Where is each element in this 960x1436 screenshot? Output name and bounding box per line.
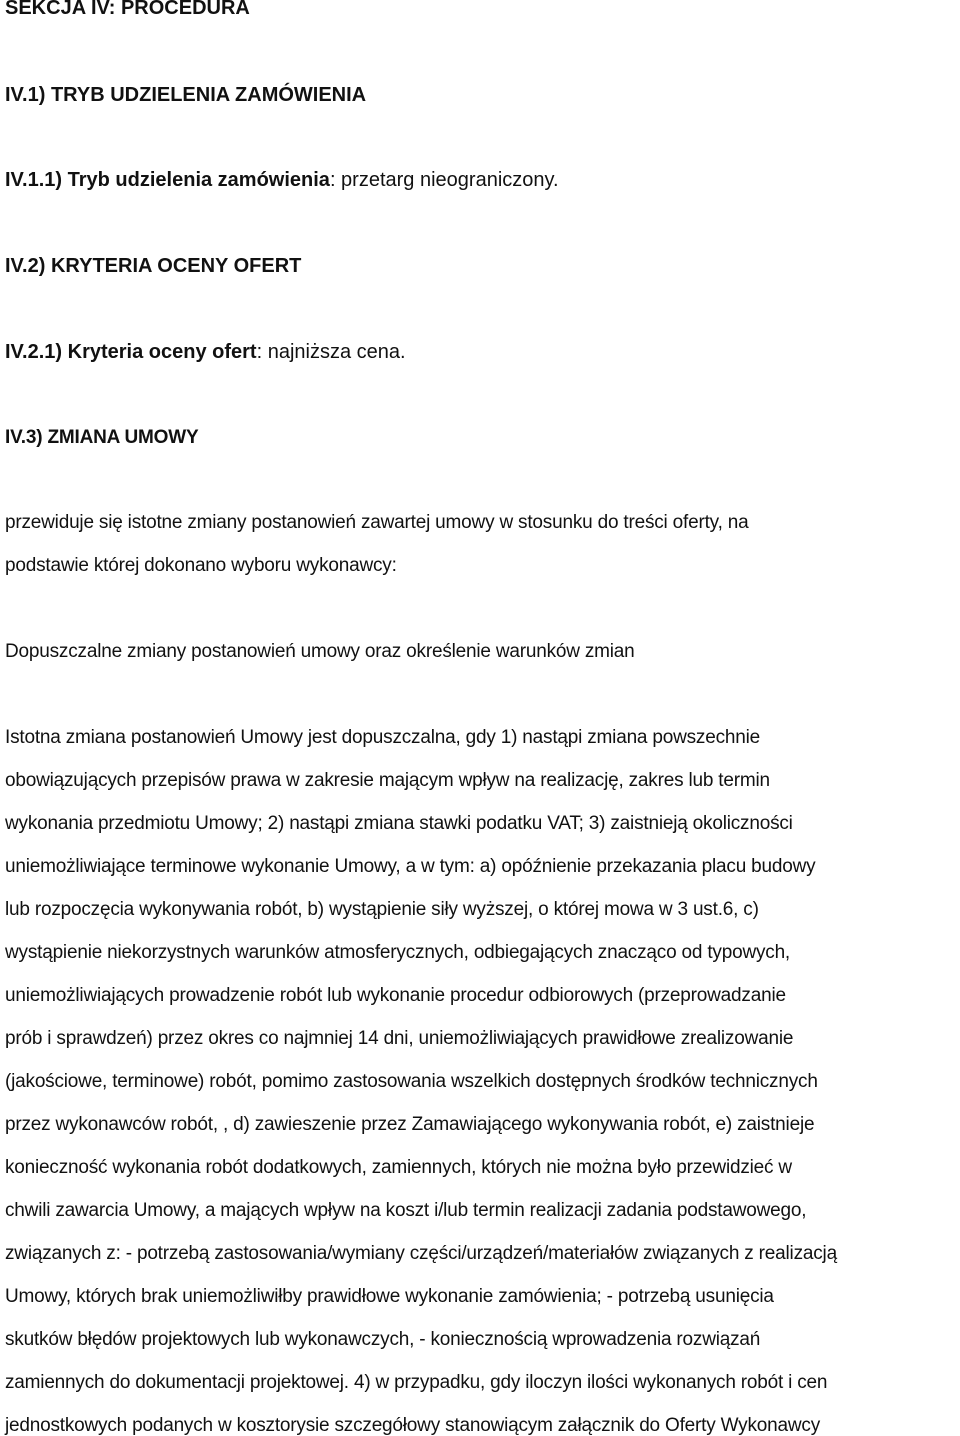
text-line: prób i sprawdzeń) przez okres co najmniej 14 dni, uniemożliwiających prawidłowe zrealizowanie bbox=[5, 1028, 794, 1049]
iv1-item-value: : przetarg nieograniczony. bbox=[329, 169, 559, 191]
text-line: uniemożliwiających prowadzenie robót lub wykonanie procedur odbiorowych (przeprowadzanie bbox=[5, 985, 786, 1006]
text-line: uniemożliwiające terminowe wykonanie Umowy, a w tym: a) opóźnienie przekazania placu budowy bbox=[5, 856, 816, 877]
text-line: skutków błędów projektowych lub wykonawczych, - koniecznością wprowadzenia rozwiązań bbox=[5, 1329, 761, 1350]
iv2-item-label: IV.2.1) Kryteria oceny ofert bbox=[5, 341, 257, 363]
text-line: Istotna zmiana postanowień Umowy jest dopuszczalna, gdy 1) nastąpi zmiana powszechnie bbox=[5, 727, 761, 748]
text-line: związanych z: - potrzebą zastosowania/wymiany części/urządzeń/materiałów związanych z realizacją bbox=[5, 1243, 837, 1264]
text-line: wystąpienie niekorzystnych warunków atmosferycznych, odbiegających znacząco od typowych, bbox=[5, 942, 791, 963]
text-line: obowiązujących przepisów prawa w zakresie mającym wpływ na realizację, zakres lub termin bbox=[5, 770, 770, 791]
iv1-item-label: IV.1.1) Tryb udzielenia zamówienia bbox=[5, 169, 330, 191]
text-line: (jakościowe, terminowe) robót, pomimo zastosowania wszelkich dostępnych środków technicznych bbox=[5, 1071, 818, 1092]
iv2-item bbox=[5, 342, 406, 362]
section-title: SEKCJA IV: PROCEDURA bbox=[5, 0, 250, 19]
iv2-item-value: : najniższa cena. bbox=[256, 341, 406, 363]
iv2-heading: IV.2) KRYTERIA OCENY OFERT bbox=[5, 255, 302, 277]
text-line: wykonania przedmiotu Umowy; 2) nastąpi zmiana stawki podatku VAT; 3) zaistnieją okoliczności bbox=[5, 813, 793, 834]
text-line: przewiduje się istotne zmiany postanowień zawartej umowy w stosunku do treści oferty, na bbox=[5, 512, 749, 533]
text-line: podstawie której dokonano wyboru wykonawcy: bbox=[5, 555, 397, 576]
iv3-heading: IV.3) ZMIANA UMOWY bbox=[5, 427, 199, 448]
text-line: Umowy, których brak uniemożliwiłby prawidłowe wykonanie zamówienia; - potrzebą usunięcia bbox=[5, 1286, 774, 1307]
text-line: konieczność wykonania robót dodatkowych, zamiennych, których nie można było przewidzieć w bbox=[5, 1157, 792, 1178]
text-line: jednostkowych podanych w kosztorysie szczegółowy stanowiącym załącznik do Oferty Wykonawcy bbox=[5, 1415, 821, 1436]
text-line: chwili zawarcia Umowy, a mających wpływ na koszt i/lub termin realizacji zadania podstawowego, bbox=[5, 1200, 807, 1221]
text-line: przez wykonawców robót, , d) zawieszenie przez Zamawiającego wykonywania robót, e) zaistnieje bbox=[5, 1114, 815, 1135]
text-line: zamiennych do dokumentacji projektowej. 4) w przypadku, gdy iloczyn ilości wykonanych robót i cen bbox=[5, 1372, 828, 1393]
iv3-subheading: Dopuszczalne zmiany postanowień umowy oraz określenie warunków zmian bbox=[5, 641, 635, 662]
text-line: lub rozpoczęcia wykonywania robót, b) wystąpienie siły wyższej, o której mowa w 3 ust.6, c) bbox=[5, 899, 759, 920]
iv1-item bbox=[5, 170, 559, 190]
iv1-heading: IV.1) TRYB UDZIELENIA ZAMÓWIENIA bbox=[5, 84, 367, 106]
